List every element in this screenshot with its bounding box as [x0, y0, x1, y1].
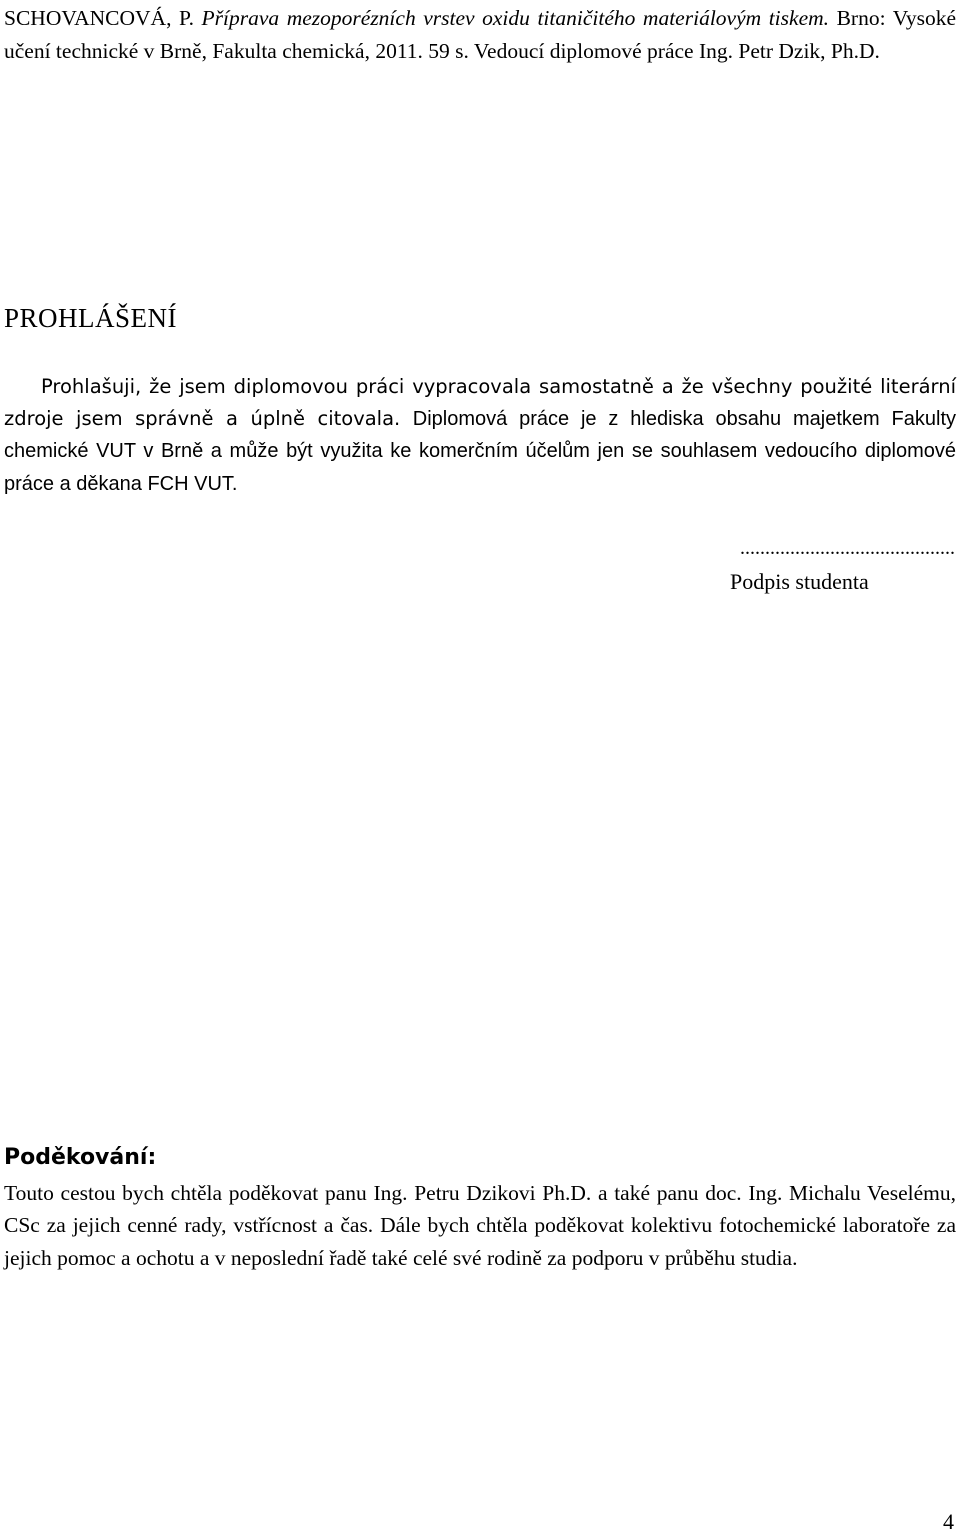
declaration-text-part2: Diplomová práce je z hlediska obsahu majetkem Fakulty chemické VUT v Brně a může být využita ke komerčním účelům jen se souhlasem vedoucího diplomové práce a děkana FCH VUT.	[4, 408, 956, 495]
citation-author: SCHOVANCOVÁ, P.	[4, 6, 194, 30]
acknowledgement-text: Touto cestou bych chtěla poděkovat panu Ing. Petru Dzikovi Ph.D. a také panu doc. Ing. Michalu Veselému, CSc za jejich cenné rady, vstřícnost a čas. Dále bych chtěla poděkovat kolektivu fotochemické laboratoře za jejich pomoc a ochotu a v neposlední řadě také celé své rodině za podporu v průběhu studia.	[4, 1181, 956, 1270]
declaration-heading: PROHLÁŠENÍ	[4, 303, 178, 333]
acknowledgement-heading: Poděkování:	[4, 1145, 157, 1170]
signature-line: ...........................................	[740, 537, 955, 559]
citation-details: Brno: Vysoké učení technické v Brně, Fakulta chemická, 2011. 59 s. Vedoucí diplomové práce Ing. Petr Dzik, Ph.D.	[4, 6, 957, 63]
bibliographic-citation	[4, 2, 956, 67]
signature-label: Podpis studenta	[730, 569, 869, 594]
declaration-text-part1: Prohlašuji, že jsem diplomovou práci vypracovala samostatně a že všechny použité literární zdroje jsem správně a úplně citovala.	[4, 375, 956, 431]
citation-title: Příprava mezoporézních vrstev oxidu titaničitého materiálovým tiskem.	[201, 6, 830, 30]
declaration-text	[4, 371, 956, 500]
page-number: 4	[943, 1509, 954, 1534]
